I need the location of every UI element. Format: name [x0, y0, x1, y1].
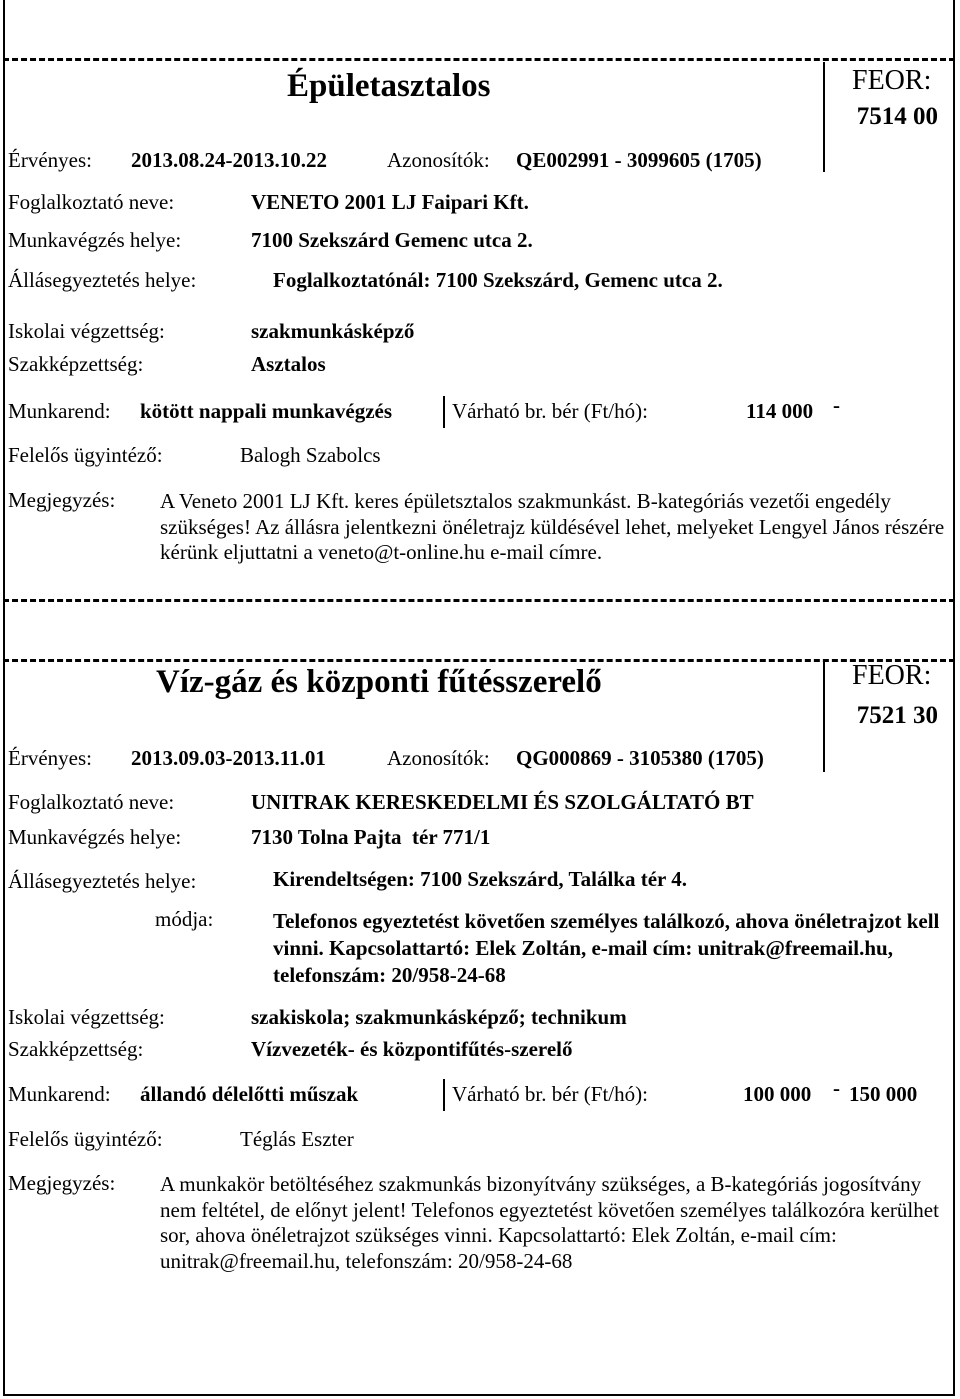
education-label: Iskolai végzettség: [8, 1005, 165, 1029]
salary-label: Várható br. bér (Ft/hó): [452, 399, 648, 423]
employer-label: Foglalkoztató neve: [8, 190, 175, 214]
employer-label: Foglalkoztató neve: [8, 790, 175, 814]
feor-label: FEOR: [852, 65, 932, 96]
workplace-label: Munkavégzés helye: [8, 825, 182, 849]
employer-value: UNITRAK KERESKEDELMI ÉS SZOLGÁLTATÓ BT [251, 790, 754, 814]
workplace-value: 7130 Tolna Pajta tér 771/1 [251, 825, 491, 849]
dashed-separator [3, 58, 955, 61]
valid-label: Érvényes: [8, 148, 92, 172]
note-text: A munkakör betöltéséhez szakmunkás bizonyítvány szükséges, a B-kategóriás jogosítvány nem feltétel, de előnyt jelent! Telefonos egyeztetést követően személyes találkozóra kerülhet sor, ahova önéletrajzot szükséges vinni. Kapcsolattartó: Elek Zoltán, e-mail cím: unitrak@freemail.hu, telefonszám: 20/958-24-68 [160, 1172, 939, 1273]
education-label: Iskolai végzettség: [8, 319, 165, 343]
note-text: A Veneto 2001 LJ Kft. keres épületsztalos szakmunkást. B-kategóriás vezetői engedély szükséges! Az állásra jelentkezni önéletrajz küldésével lehet, melyeket Lengyel János részére kérünk eljuttatni a veneto@t-online.hu e-mail címre. [160, 489, 945, 565]
note-label: Megjegyzés: [8, 1171, 116, 1195]
interview-value: Foglalkoztatónál: 7100 Szekszárd, Gemenc utca 2. [273, 268, 723, 292]
qualification-label: Szakképzettség: [8, 352, 144, 376]
dashed-separator [3, 659, 955, 662]
salary-dash: - [833, 393, 840, 417]
qualification-label: Szakképzettség: [8, 1037, 144, 1061]
feor-code: 7521 30 [856, 702, 938, 729]
method-label: módja: [155, 907, 214, 931]
feor-label: FEOR: [852, 660, 932, 691]
education-value: szakiskola; szakmunkásképző; technikum [251, 1005, 627, 1029]
workplace-value: 7100 Szekszárd Gemenc utca 2. [251, 228, 533, 252]
feor-code: 7514 00 [856, 103, 938, 130]
id-value: QE002991 - 3099605 (1705) [516, 148, 762, 172]
interview-label: Állásegyeztetés helye: [8, 869, 197, 893]
salary-value: 114 000 [746, 399, 814, 423]
id-value: QG000869 - 3105380 (1705) [516, 746, 764, 770]
officer-value: Balogh Szabolcs [240, 443, 381, 467]
qualification-value: Asztalos [251, 352, 326, 376]
education-value: szakmunkásképző [251, 319, 415, 343]
valid-value: 2013.09.03-2013.11.01 [131, 746, 326, 770]
officer-label: Felelős ügyintéző: [8, 1127, 163, 1151]
schedule-value: állandó délelőtti műszak [140, 1082, 359, 1106]
schedule-label: Munkarend: [8, 1082, 111, 1106]
interview-label: Állásegyeztetés helye: [8, 268, 197, 292]
id-label: Azonosítók: [387, 746, 490, 770]
officer-value: Téglás Eszter [240, 1127, 354, 1151]
employer-value: VENETO 2001 LJ Faipari Kft. [251, 190, 529, 214]
salary-min: 100 000 [743, 1082, 812, 1106]
officer-label: Felelős ügyintéző: [8, 443, 163, 467]
dashed-separator [3, 599, 955, 602]
schedule-value: kötött nappali munkavégzés [140, 399, 393, 423]
interview-value: Kirendeltségen: 7100 Szekszárd, Találka tér 4. [273, 867, 687, 891]
salary-dash: - [833, 1076, 840, 1100]
schedule-divider [443, 396, 445, 428]
qualification-value: Vízvezeték- és központifűtés-szerelő [251, 1037, 573, 1061]
method-value: Telefonos egyeztetést követően személyes találkozó, ahova önéletrajzot kell vinni. Kapcsolattartó: Elek Zoltán, e-mail cím: unitrak@freemail.hu, telefonszám: 20/958-24-68 [273, 909, 940, 987]
id-label: Azonosítók: [387, 148, 490, 172]
schedule-divider [443, 1079, 445, 1111]
salary-max: 150 000 [849, 1082, 918, 1106]
job-title: Víz-gáz és központi fűtésszerelő [156, 664, 602, 700]
schedule-label: Munkarend: [8, 399, 111, 423]
job-title: Épületasztalos [287, 68, 491, 104]
salary-label: Várható br. bér (Ft/hó): [452, 1082, 648, 1106]
note-label: Megjegyzés: [8, 488, 116, 512]
valid-label: Érvényes: [8, 746, 92, 770]
valid-value: 2013.08.24-2013.10.22 [131, 148, 327, 172]
workplace-label: Munkavégzés helye: [8, 228, 182, 252]
